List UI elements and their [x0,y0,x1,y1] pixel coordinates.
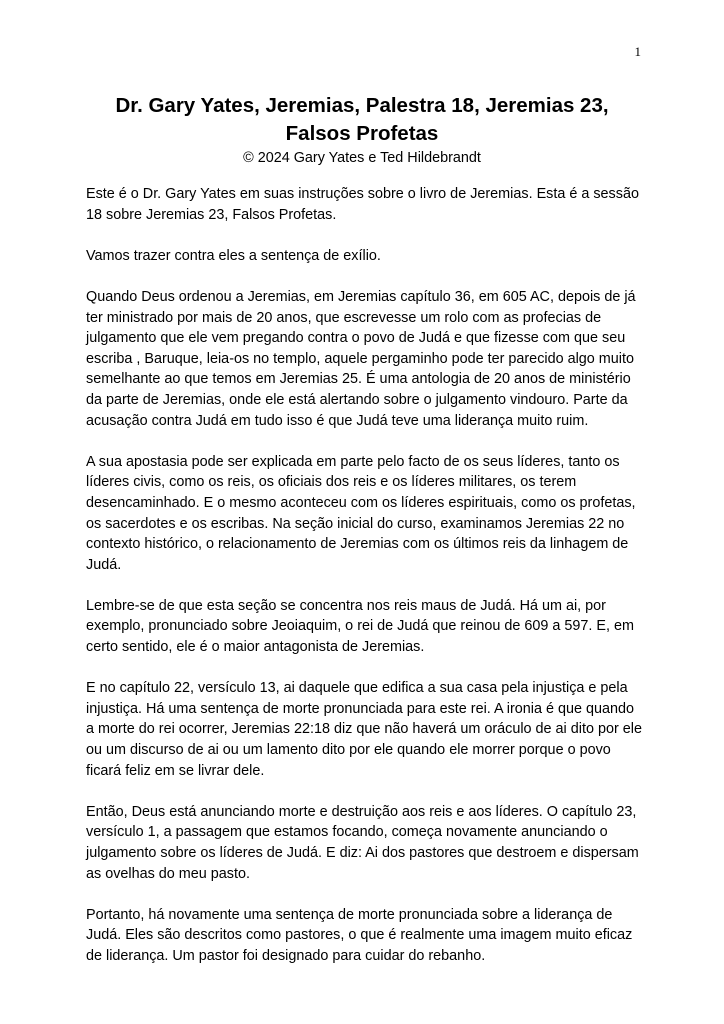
copyright-line: © 2024 Gary Yates e Ted Hildebrandt [243,150,481,166]
paragraph-3: Quando Deus ordenou a Jeremias, em Jeremias capítulo 36, em 605 AC, depois de já ter ministrado por mais de 20 anos, que escrevesse um rolo com as profecias de julgamento que ele vem pregando contra o povo de Judá e que fizesse com que seu escriba , Baruque, leia-os no templo, aquele pergaminho pode ter parecido algo muito semelhante ao que temos em Jeremias 25. É uma antologia de 20 anos de ministério da parte de Jeremias, onde ele está alertando sobre o julgamento vindouro. Parte da acusação contra Judá em tudo isso é que Judá teve uma liderança muito ruim. [86,288,636,429]
page-number: 1 [634,44,641,59]
paragraph-2: Vamos trazer contra eles a sentença de exílio. [86,247,381,264]
paragraph-8: Portanto, há novamente uma sentença de morte pronunciada sobre a liderança de Judá. Eles são descritos como pastores, o que é realmente uma imagem muito eficaz de liderança. Um pastor foi designado para cuidar do rebanho. [86,906,633,964]
document-title: Dr. Gary Yates, Jeremias, Palestra 18, Jeremias 23, Falsos Profetas [115,94,609,145]
paragraph-6: E no capítulo 22, versículo 13, ai daquele que edifica a sua casa pela injustiça e pela injustiça. Há uma sentença de morte pronunciada para este rei. A ironia é que quando a morte do rei ocorrer, Jeremias 22:18 diz que não haverá um oráculo de ai dito por ele ou um discurso de ai ou um lamento dito por ele quando ele morrer porque o povo ficará feliz em se livrar dele. [86,680,642,779]
paragraph-5: Lembre-se de que esta seção se concentra nos reis maus de Judá. Há um ai, por exemplo, pronunciado sobre Jeoiaquim, o rei de Judá que reinou de 609 a 597. E, em certo sentido, ele é o maior antagonista de Jeremias. [86,597,635,656]
paragraph-7: Então, Deus está anunciando morte e destruição aos reis e aos líderes. O capítulo 23, versículo 1, a passagem que estamos focando, começa novamente anunciando o julgamento sobre os líderes de Judá. E diz: Ai dos pastores que destroem e dispersam as ovelhas do meu pasto. [86,803,639,882]
paragraph-4: A sua apostasia pode ser explicada em parte pelo facto de os seus líderes, tanto os líderes civis, como os reis, os oficiais dos reis e os líderes militares, os terem desencaminhado. E o mesmo aconteceu com os líderes espirituais, como os profetas, os sacerdotes e os escribas. Na seção inicial do curso, examinamos Jeremias 22 no contexto histórico, o relacionamento de Jeremias com os últimos reis da linhagem de Judá. [86,453,636,573]
document-body [86,184,644,987]
paragraph-1: Este é o Dr. Gary Yates em suas instruções sobre o livro de Jeremias. Esta é a sessão 18 sobre Jeremias 23, Falsos Profetas. [86,186,639,223]
